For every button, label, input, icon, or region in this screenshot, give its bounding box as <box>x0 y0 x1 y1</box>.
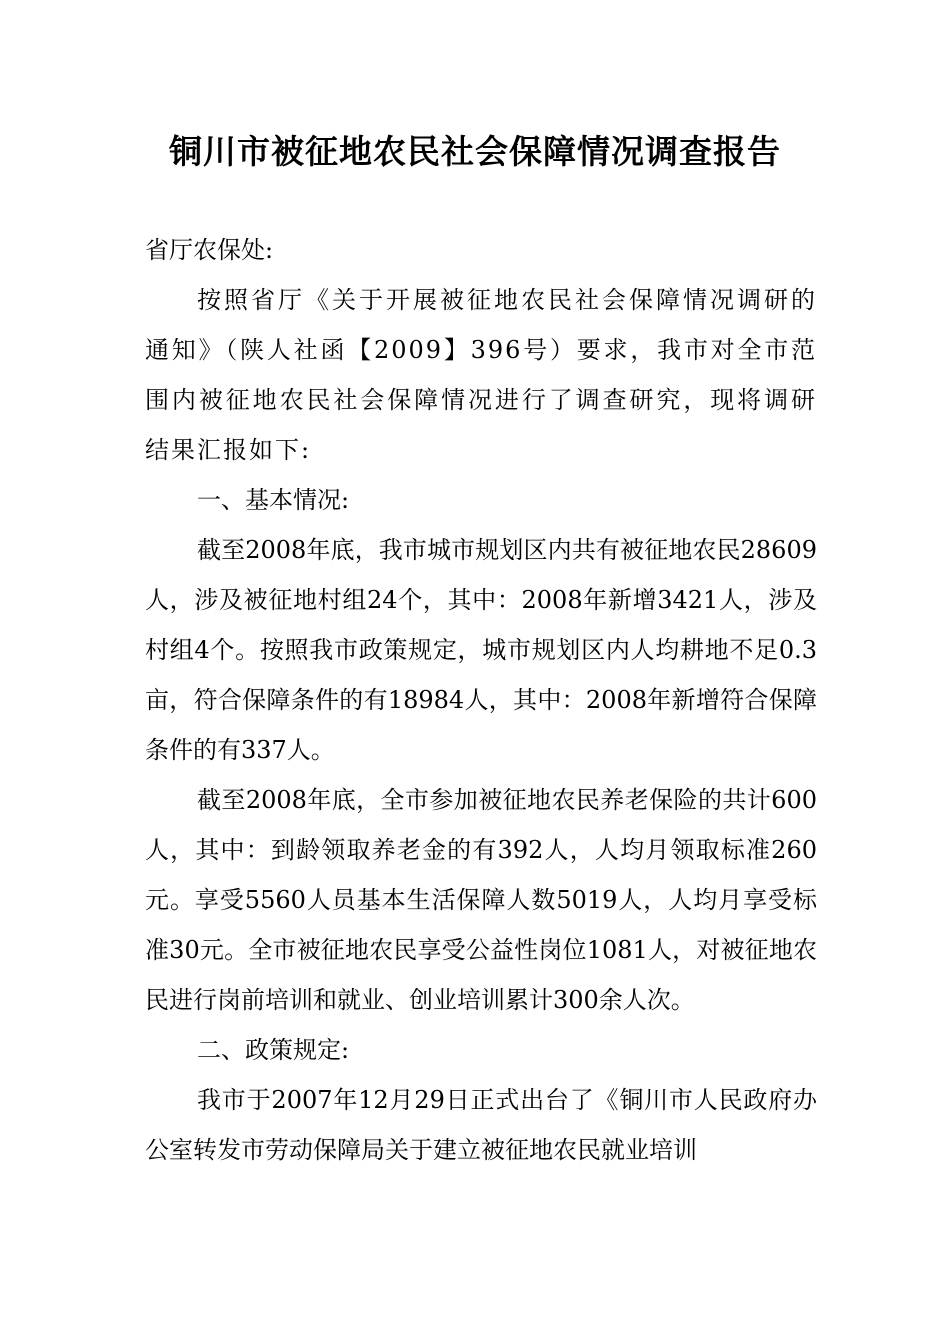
document-title: 铜川市被征地农民社会保障情况调查报告 <box>169 132 781 171</box>
paragraph-basic-1: 截至2008年底，我市城市规划区内共有被征地农民28609人，涉及被征地村组24个，其中：2008年新增3421人，涉及村组4个。按照我市政策规定，城市规划区内人均耕地不足0.3亩，符合保障条件的有18984人，其中：2008年新增符合保障条件的有337人。 <box>145 536 817 764</box>
paragraph-basic-2: 截至2008年底，全市参加被征地农民养老保险的共计600人，其中：到龄领取养老金的有392人，人均月领取标准260元。享受5560人员基本生活保障人数5019人，人均月享受标准30元。全市被征地农民享受公益性岗位1081人，对被征地农民进行岗前培训和就业、创业培训累计300余人次。 <box>145 786 817 1014</box>
document-body <box>145 225 817 1175</box>
paragraph-policy-1: 我市于2007年12月29日正式出台了《铜川市人民政府办公室转发市劳动保障局关于建立被征地农民就业培训 <box>145 1086 817 1164</box>
paragraph-intro: 按照省厅《关于开展被征地农民社会保障情况调研的通知》（陕人社函【2009】396号）要求，我市对全市范围内被征地农民社会保障情况进行了调查研究，现将调研结果汇报如下: <box>145 286 817 464</box>
section-heading-basic: 一、基本情况: <box>197 486 350 514</box>
salutation: 省厅农保处: <box>145 236 274 264</box>
section-heading-policy: 二、政策规定: <box>197 1036 350 1064</box>
